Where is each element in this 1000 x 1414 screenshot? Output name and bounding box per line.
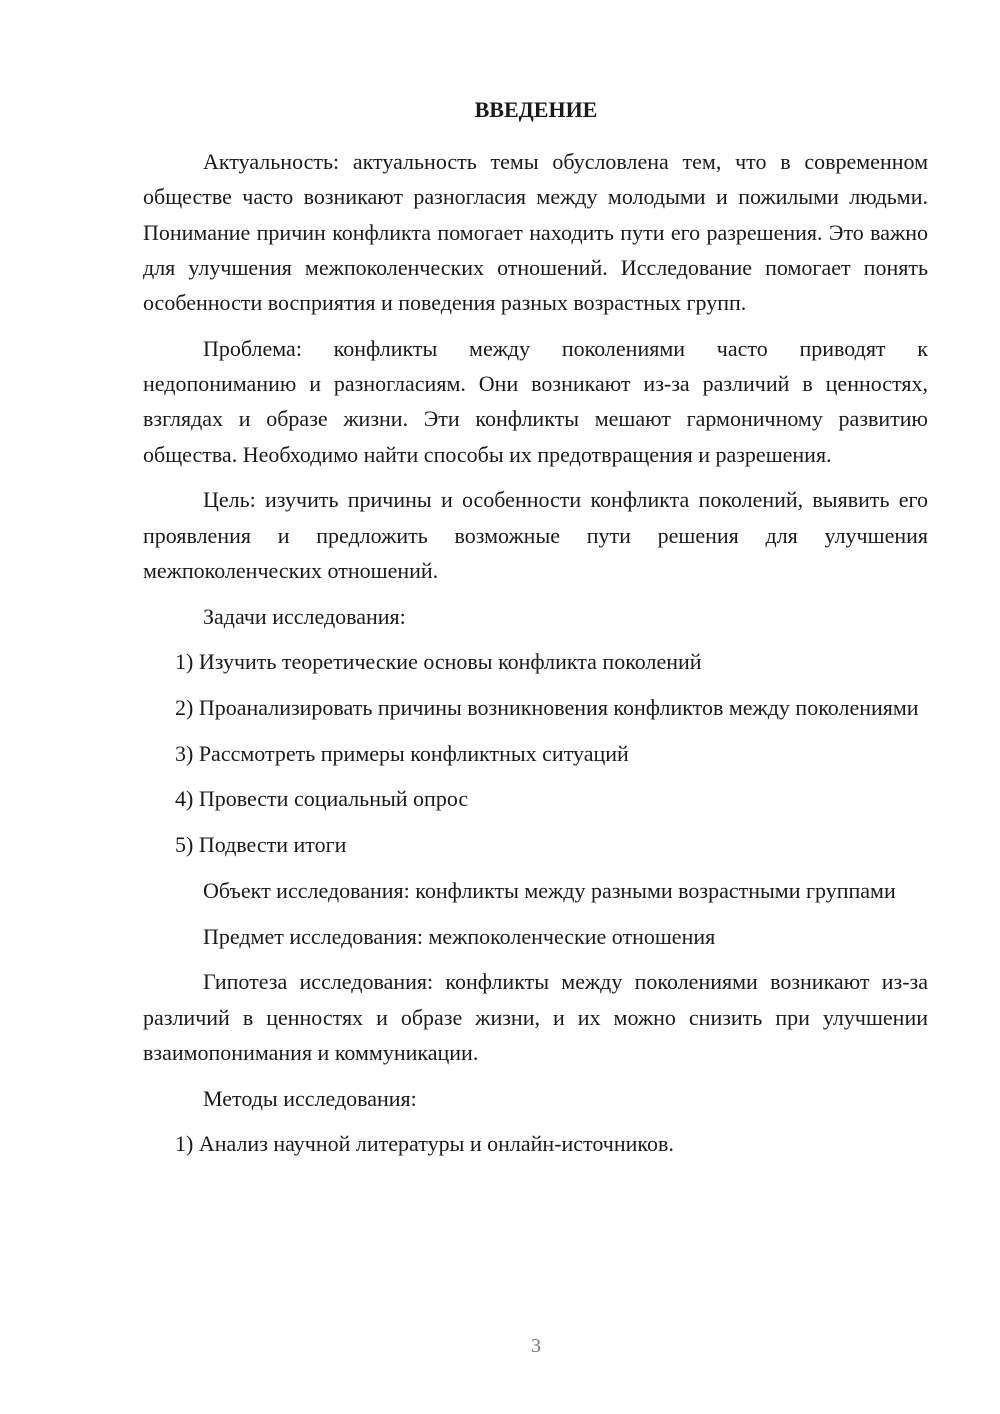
list-item-method-1: 1) Анализ научной литературы и онлайн-источников.	[175, 1131, 674, 1157]
paragraph-subject: Предмет исследования: межпоколенческие отношения	[203, 923, 716, 949]
list-item-task-5: 5) Подвести итоги	[175, 832, 347, 858]
paragraph-hypothesis: Гипотеза исследования: конфликты между поколениями возникают из-за различий в ценностях и образе жизни, и их можно снизить при улучшении взаимопонимания и коммуникации.	[143, 969, 928, 1065]
paragraph-methods-heading: Методы исследования:	[203, 1085, 417, 1111]
paragraph-tasks-heading: Задачи исследования:	[203, 603, 406, 629]
page-title: ВВЕДЕНИЕ	[474, 97, 598, 122]
paragraph-problem: Проблема: конфликты между поколениями часто приводят к недопониманию и разногласиям. Они возникают из-за различий в ценностях, взглядах и образе жизни. Эти конфликты мешают гармоничному развитию общества. Необходимо найти способы их предотвращения и разрешения.	[143, 335, 928, 467]
paragraph-relevance: Актуальность: актуальность темы обусловлена тем, что в современном обществе часто возникают разногласия между молодыми и пожилыми людьми. Понимание причин конфликта помогает находить пути его разрешения. Это важно для улучшения межпоколенческих отношений. Исследование помогает понять особенности восприятия и поведения разных возрастных групп.	[143, 149, 928, 316]
document-body	[143, 144, 928, 1162]
list-item-task-2: 2) Проанализировать причины возникновения конфликтов между поколениями	[175, 695, 919, 721]
list-item-task-1: 1) Изучить теоретические основы конфликта поколений	[175, 649, 702, 675]
list-item-task-3: 3) Рассмотреть примеры конфликтных ситуаций	[175, 740, 629, 766]
paragraph-goal: Цель: изучить причины и особенности конфликта поколений, выявить его проявления и предложить возможные пути решения для улучшения межпоколенческих отношений.	[143, 487, 928, 584]
page-number: 3	[531, 1335, 541, 1357]
list-item-task-4: 4) Провести социальный опрос	[175, 786, 469, 812]
paragraph-object: Объект исследования: конфликты между разными возрастными группами	[203, 877, 896, 903]
